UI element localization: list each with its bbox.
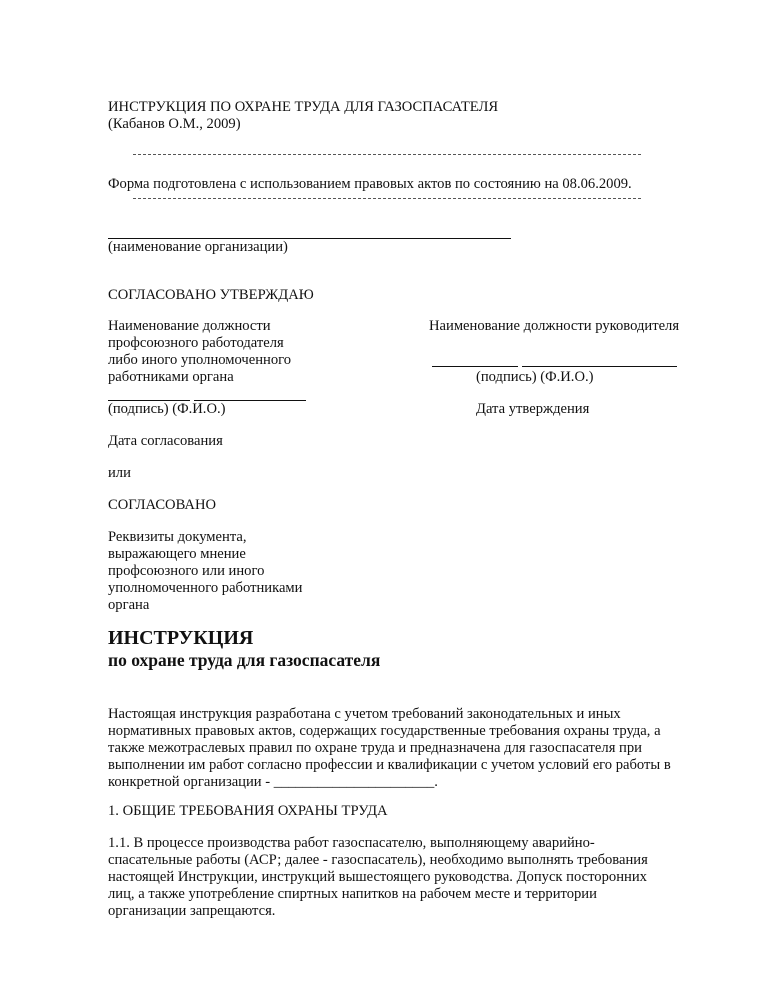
section-1-p1-line-1: 1.1. В процессе производства работ газоспасателю, выполняющему аварийно- [108,835,595,851]
organization-name-line [108,222,511,239]
left-signature-lines [108,384,306,401]
instruction-title: ИНСТРУКЦИЯ [108,627,254,649]
organization-caption: (наименование организации) [108,239,288,255]
agreed-heading: СОГЛАСОВАНО [108,497,217,513]
instruction-subtitle: по охране труда для газоспасателя [108,650,381,670]
or-text: или [108,465,131,481]
left-signature-caption: (подпись) (Ф.И.О.) [108,401,226,417]
section-1-p1-line-3: настоящей Инструкции, инструкций вышестоящего руководства. Допуск посторонних [108,869,647,885]
intro-line-4: выполнении им работ согласно профессии и квалификации с учетом условий его работы в [108,757,671,773]
requisites-line-3: профсоюзного или иного [108,563,265,579]
right-signature-caption: (подпись) (Ф.И.О.) [476,369,594,385]
right-date-caption: Дата утверждения [476,401,590,417]
left-position-line-2: профсоюзного работодателя [108,335,284,351]
requisites-line-5: органа [108,597,150,613]
document-header-author: (Кабанов О.М., 2009) [108,116,241,132]
intro-line-2: нормативных правовых актов, содержащих государственные требования охраны труда, а [108,723,661,739]
requisites-line-2: выражающего мнение [108,546,246,562]
approval-heading: СОГЛАСОВАНО УТВЕРЖДАЮ [108,287,314,303]
dashed-separator-top [133,154,641,155]
left-position-line-3: либо иного уполномоченного [108,352,292,368]
intro-line-1: Настоящая инструкция разработана с учетом требований законодательных и иных [108,706,621,722]
left-position-line-1: Наименование должности [108,318,271,334]
left-position-line-4: работниками органа [108,369,234,385]
requisites-line-4: уполномоченного работниками [108,580,303,596]
requisites-line-1: Реквизиты документа, [108,529,247,545]
section-1-p1-line-5: организации запрещаются. [108,903,276,919]
section-1-heading: 1. ОБЩИЕ ТРЕБОВАНИЯ ОХРАНЫ ТРУДА [108,803,388,819]
intro-line-5: конкретной организации - ______________________. [108,774,438,790]
intro-line-3: также межотраслевых правил по охране труда и предназначена для газоспасателя при [108,740,642,756]
right-position-caption: Наименование должности руководителя [429,318,680,334]
document-header-title: ИНСТРУКЦИЯ ПО ОХРАНЕ ТРУДА ДЛЯ ГАЗОСПАСАТЕЛЯ [108,99,499,115]
form-note: Форма подготовлена с использованием правовых актов по состоянию на 08.06.2009. [108,176,632,192]
dashed-separator-bottom [133,198,641,199]
section-1-p1-line-4: лиц, а также употребление спиртных напитков на рабочем месте и территории [108,886,597,902]
left-date-caption: Дата согласования [108,433,223,449]
right-signature-lines [432,350,677,367]
section-1-p1-line-2: спасательные работы (АСР; далее - газоспасатель), необходимо выполнять требования [108,852,648,868]
